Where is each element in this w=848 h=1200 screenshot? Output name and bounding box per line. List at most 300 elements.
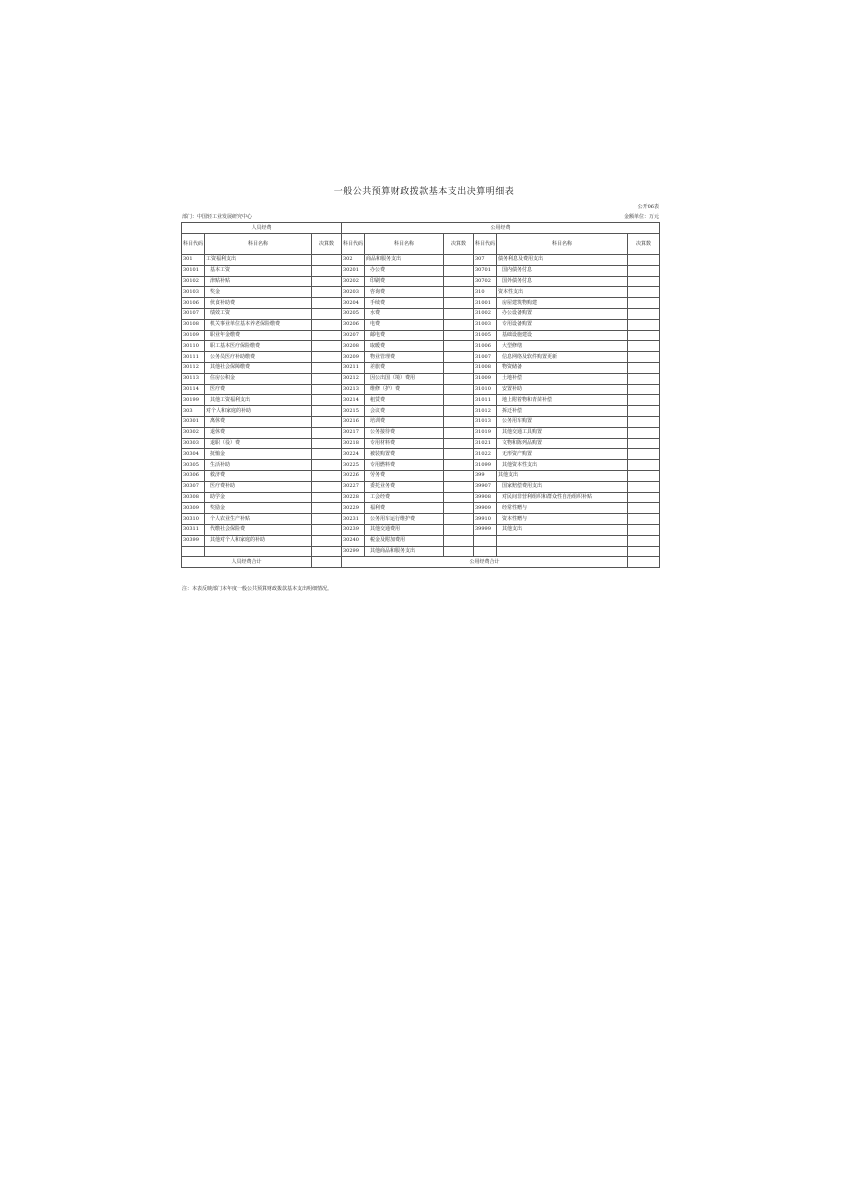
subject-name-cell: 取暖费 <box>365 341 444 352</box>
amount-cell <box>444 535 474 546</box>
subject-name-cell: 助学金 <box>205 492 312 503</box>
expenditure-table <box>181 222 660 568</box>
amount-cell <box>628 416 660 427</box>
amount-cell <box>312 503 342 514</box>
subject-code-cell: 30203 <box>342 287 365 298</box>
subject-name-cell: 资本性支出 <box>497 287 628 298</box>
subject-code-cell: 302 <box>342 255 365 266</box>
table-row <box>182 524 660 535</box>
header-amount: 决算数 <box>444 234 474 255</box>
subject-name-cell: 医疗费 <box>205 384 312 395</box>
amount-cell <box>628 470 660 481</box>
subject-name-cell: 其他社会保障缴费 <box>205 362 312 373</box>
amount-cell <box>312 287 342 298</box>
subject-code-cell: 31010 <box>474 384 497 395</box>
subject-name-cell: 专用燃料费 <box>365 460 444 471</box>
subject-code-cell: 30201 <box>342 265 365 276</box>
subject-code-cell: 31099 <box>474 460 497 471</box>
subject-name-cell: 其他商品和服务支出 <box>365 546 444 557</box>
subject-code-cell: 30308 <box>182 492 205 503</box>
footnote: 注：本表反映部门本年度一般公共预算财政拨款基本支出明细情况。 <box>182 586 333 592</box>
table-row <box>182 481 660 492</box>
subject-code-cell: 30310 <box>182 514 205 525</box>
subject-name-cell: 其他支出 <box>497 524 628 535</box>
amount-cell <box>628 384 660 395</box>
subject-code-cell: 31012 <box>474 406 497 417</box>
subject-name-cell: 经常性赠与 <box>497 503 628 514</box>
subject-name-cell: 拆迁补偿 <box>497 406 628 417</box>
table-row <box>182 255 660 266</box>
subject-name-cell: 奖励金 <box>205 503 312 514</box>
amount-cell <box>312 276 342 287</box>
table-row <box>182 395 660 406</box>
amount-cell <box>444 287 474 298</box>
amount-cell <box>444 416 474 427</box>
amount-cell <box>628 460 660 471</box>
subject-name-cell: 其他工资福利支出 <box>205 395 312 406</box>
amount-cell <box>312 373 342 384</box>
amount-cell <box>628 352 660 363</box>
amount-cell <box>444 265 474 276</box>
subject-name-cell: 机关事业单位基本养老保险缴费 <box>205 319 312 330</box>
subject-code-cell: 31003 <box>474 319 497 330</box>
subject-code-cell: 30209 <box>342 352 365 363</box>
subject-name-cell: 无形资产购置 <box>497 449 628 460</box>
amount-cell <box>628 546 660 557</box>
table-row <box>182 427 660 438</box>
subject-code-cell: 31005 <box>474 330 497 341</box>
table-row <box>182 330 660 341</box>
subject-code-cell: 30231 <box>342 514 365 525</box>
subject-name-cell: 国家赔偿费用支出 <box>497 481 628 492</box>
amount-cell <box>312 341 342 352</box>
subject-name-cell: 福利费 <box>365 503 444 514</box>
subject-name-cell: 土地补偿 <box>497 373 628 384</box>
subject-name-cell: 商品和服务支出 <box>365 255 444 266</box>
table-row <box>182 514 660 525</box>
subject-code-cell: 31002 <box>474 308 497 319</box>
subject-name-cell: 基础设施建设 <box>497 330 628 341</box>
page-title: 一般公共预算财政拨款基本支出决算明细表 <box>333 187 515 197</box>
subject-code-cell: 30311 <box>182 524 205 535</box>
subject-code-cell: 310 <box>474 287 497 298</box>
amount-cell <box>444 352 474 363</box>
subject-code-cell: 30110 <box>182 341 205 352</box>
totals-row <box>182 557 660 568</box>
subject-name-cell: 会议费 <box>365 406 444 417</box>
header-amount: 决算数 <box>312 234 342 255</box>
amount-cell <box>628 514 660 525</box>
amount-cell <box>444 330 474 341</box>
subject-code-cell: 30239 <box>342 524 365 535</box>
amount-cell <box>444 276 474 287</box>
department-label: 部门：中国轻工业发展研究中心 <box>182 214 253 220</box>
subject-code-cell: 301 <box>182 255 205 266</box>
subject-code-cell: 30701 <box>474 265 497 276</box>
subject-code-cell: 30108 <box>182 319 205 330</box>
subject-name-cell: 文物和陈列品购置 <box>497 438 628 449</box>
amount-cell <box>628 298 660 309</box>
subject-name-cell: 国外债务付息 <box>497 276 628 287</box>
amount-cell <box>312 546 342 557</box>
subject-code-cell: 30702 <box>474 276 497 287</box>
subject-code-cell: 31008 <box>474 362 497 373</box>
subject-name-cell: 培训费 <box>365 416 444 427</box>
amount-cell <box>444 384 474 395</box>
subject-code-cell: 30113 <box>182 373 205 384</box>
subject-code-cell: 30240 <box>342 535 365 546</box>
subject-code-cell: 30215 <box>342 406 365 417</box>
subject-code-cell: 30211 <box>342 362 365 373</box>
table-row <box>182 287 660 298</box>
subject-code-cell: 39909 <box>474 503 497 514</box>
subject-code-cell: 30304 <box>182 449 205 460</box>
subject-name-cell: 水费 <box>365 308 444 319</box>
section-header-row <box>182 223 660 234</box>
subject-name-cell <box>497 546 628 557</box>
amount-cell <box>444 395 474 406</box>
amount-cell <box>628 276 660 287</box>
subject-code-cell: 30216 <box>342 416 365 427</box>
subject-name-cell: 其他支出 <box>497 470 628 481</box>
subject-code-cell: 39908 <box>474 492 497 503</box>
amount-cell <box>312 395 342 406</box>
subject-code-cell: 31006 <box>474 341 497 352</box>
table-row <box>182 362 660 373</box>
amount-cell <box>628 362 660 373</box>
amount-cell <box>628 406 660 417</box>
subject-code-cell: 30199 <box>182 395 205 406</box>
table-row <box>182 352 660 363</box>
subject-code-cell: 31009 <box>474 373 497 384</box>
amount-cell <box>312 416 342 427</box>
subject-name-cell: 医疗费补助 <box>205 481 312 492</box>
amount-cell <box>312 362 342 373</box>
table-row <box>182 535 660 546</box>
subject-name-cell <box>205 546 312 557</box>
subject-name-cell: 公务用车运行维护费 <box>365 514 444 525</box>
table-row <box>182 416 660 427</box>
amount-cell <box>312 406 342 417</box>
amount-cell <box>628 492 660 503</box>
subject-name-cell: 其他交通工具购置 <box>497 427 628 438</box>
subject-code-cell: 30299 <box>342 546 365 557</box>
amount-cell <box>628 255 660 266</box>
section-public: 公用经费 <box>342 223 660 234</box>
subject-code-cell: 30225 <box>342 460 365 471</box>
subject-code-cell: 30213 <box>342 384 365 395</box>
amount-cell <box>312 481 342 492</box>
subject-code-cell: 30309 <box>182 503 205 514</box>
table-row <box>182 298 660 309</box>
subject-name-cell: 债务利息及费用支出 <box>497 255 628 266</box>
subject-code-cell: 307 <box>474 255 497 266</box>
subject-name-cell: 因公出国（境）费用 <box>365 373 444 384</box>
public-total-label: 公用经费合计 <box>342 557 628 568</box>
subject-name-cell: 大型修缮 <box>497 341 628 352</box>
amount-cell <box>628 341 660 352</box>
subject-code-cell: 30303 <box>182 438 205 449</box>
subject-name-cell: 办公设备购置 <box>497 308 628 319</box>
amount-cell <box>312 460 342 471</box>
subject-name-cell: 差旅费 <box>365 362 444 373</box>
table-row <box>182 384 660 395</box>
table-row <box>182 308 660 319</box>
personnel-total-label: 人员经费合计 <box>182 557 312 568</box>
subject-name-cell: 离休费 <box>205 416 312 427</box>
header-name: 科目名称 <box>497 234 628 255</box>
subject-code-cell: 30218 <box>342 438 365 449</box>
subject-name-cell: 信息网络及软件购置更新 <box>497 352 628 363</box>
subject-name-cell: 其他对个人和家庭的补助 <box>205 535 312 546</box>
subject-code-cell: 399 <box>474 470 497 481</box>
subject-name-cell: 劳务费 <box>365 470 444 481</box>
subject-name-cell: 工资福利支出 <box>205 255 312 266</box>
amount-cell <box>444 319 474 330</box>
amount-cell <box>628 503 660 514</box>
amount-cell <box>312 438 342 449</box>
amount-cell <box>444 514 474 525</box>
subject-name-cell: 维修（护）费 <box>365 384 444 395</box>
subject-code-cell: 31022 <box>474 449 497 460</box>
amount-cell <box>444 503 474 514</box>
subject-code-cell: 30301 <box>182 416 205 427</box>
subject-name-cell: 救济费 <box>205 470 312 481</box>
subject-name-cell: 职工基本医疗保险缴费 <box>205 341 312 352</box>
subject-name-cell: 绩效工资 <box>205 308 312 319</box>
subject-name-cell: 职业年金缴费 <box>205 330 312 341</box>
subject-name-cell: 专用材料费 <box>365 438 444 449</box>
subject-name-cell: 对民间非营利组织和群众性自治组织补贴 <box>497 492 628 503</box>
personnel-total-amount <box>312 557 342 568</box>
amount-cell <box>312 427 342 438</box>
amount-cell <box>312 330 342 341</box>
table-row <box>182 265 660 276</box>
subject-name-cell: 工会经费 <box>365 492 444 503</box>
amount-cell <box>444 341 474 352</box>
subject-code-cell <box>182 546 205 557</box>
amount-cell <box>312 319 342 330</box>
amount-cell <box>312 255 342 266</box>
amount-cell <box>444 298 474 309</box>
amount-cell <box>444 255 474 266</box>
subject-name-cell: 印刷费 <box>365 276 444 287</box>
subject-code-cell: 30217 <box>342 427 365 438</box>
amount-cell <box>444 308 474 319</box>
amount-cell <box>312 514 342 525</box>
amount-cell <box>312 535 342 546</box>
subject-code-cell: 31011 <box>474 395 497 406</box>
amount-cell <box>312 352 342 363</box>
subject-code-cell <box>474 535 497 546</box>
subject-code-cell: 30107 <box>182 308 205 319</box>
amount-cell <box>628 427 660 438</box>
subject-code-cell: 30228 <box>342 492 365 503</box>
amount-cell <box>628 395 660 406</box>
subject-code-cell: 30112 <box>182 362 205 373</box>
subject-code-cell: 30307 <box>182 481 205 492</box>
subject-name-cell: 抚恤金 <box>205 449 312 460</box>
subject-name-cell: 国内债务付息 <box>497 265 628 276</box>
subject-name-cell: 租赁费 <box>365 395 444 406</box>
amount-cell <box>628 287 660 298</box>
column-header-row <box>182 234 660 255</box>
subject-code-cell: 30106 <box>182 298 205 309</box>
table-row <box>182 319 660 330</box>
amount-cell <box>444 406 474 417</box>
amount-cell <box>444 427 474 438</box>
subject-name-cell: 税金及附加费用 <box>365 535 444 546</box>
amount-cell <box>312 524 342 535</box>
subject-code-cell: 30202 <box>342 276 365 287</box>
subject-name-cell <box>497 535 628 546</box>
amount-cell <box>312 384 342 395</box>
amount-cell <box>628 449 660 460</box>
subject-code-cell: 39907 <box>474 481 497 492</box>
amount-cell <box>312 298 342 309</box>
subject-code-cell: 30206 <box>342 319 365 330</box>
amount-cell <box>312 492 342 503</box>
header-code: 科目代码 <box>474 234 497 255</box>
amount-cell <box>628 265 660 276</box>
subject-code-cell: 30208 <box>342 341 365 352</box>
subject-name-cell: 地上附着物和青苗补偿 <box>497 395 628 406</box>
amount-cell <box>444 373 474 384</box>
subject-code-cell: 39999 <box>474 524 497 535</box>
subject-name-cell: 物业管理费 <box>365 352 444 363</box>
table-row <box>182 373 660 384</box>
subject-code-cell: 30103 <box>182 287 205 298</box>
subject-name-cell: 专用设备购置 <box>497 319 628 330</box>
amount-cell <box>628 319 660 330</box>
amount-cell <box>628 535 660 546</box>
table-row <box>182 492 660 503</box>
form-number: 公开06表 <box>637 204 659 210</box>
subject-code-cell: 30306 <box>182 470 205 481</box>
subject-code-cell: 30214 <box>342 395 365 406</box>
subject-name-cell: 安置补助 <box>497 384 628 395</box>
subject-name-cell: 退休费 <box>205 427 312 438</box>
amount-cell <box>628 330 660 341</box>
subject-code-cell: 31019 <box>474 427 497 438</box>
amount-cell <box>628 438 660 449</box>
subject-code-cell <box>474 546 497 557</box>
subject-code-cell: 30226 <box>342 470 365 481</box>
amount-cell <box>444 492 474 503</box>
subject-name-cell: 基本工资 <box>205 265 312 276</box>
subject-name-cell: 咨询费 <box>365 287 444 298</box>
table-row <box>182 449 660 460</box>
header-name: 科目名称 <box>205 234 312 255</box>
subject-code-cell: 31021 <box>474 438 497 449</box>
amount-cell <box>312 449 342 460</box>
amount-cell <box>444 524 474 535</box>
unit-label: 金额单位：万元 <box>623 214 659 220</box>
subject-name-cell: 生活补助 <box>205 460 312 471</box>
amount-cell <box>312 265 342 276</box>
amount-cell <box>628 308 660 319</box>
table-row <box>182 470 660 481</box>
subject-name-cell: 公务员医疗补助缴费 <box>205 352 312 363</box>
subject-code-cell: 30205 <box>342 308 365 319</box>
subject-name-cell: 房屋建筑物购建 <box>497 298 628 309</box>
amount-cell <box>312 308 342 319</box>
subject-name-cell: 奖金 <box>205 287 312 298</box>
amount-cell <box>444 362 474 373</box>
subject-code-cell: 31001 <box>474 298 497 309</box>
table-row <box>182 406 660 417</box>
subject-code-cell: 30109 <box>182 330 205 341</box>
amount-cell <box>312 470 342 481</box>
subject-name-cell: 手续费 <box>365 298 444 309</box>
subject-code-cell: 30114 <box>182 384 205 395</box>
subject-name-cell: 办公费 <box>365 265 444 276</box>
table-row <box>182 546 660 557</box>
table-row <box>182 341 660 352</box>
amount-cell <box>444 460 474 471</box>
header-name: 科目名称 <box>365 234 444 255</box>
subject-name-cell: 退职（役）费 <box>205 438 312 449</box>
subject-code-cell: 303 <box>182 406 205 417</box>
subject-name-cell: 住房公积金 <box>205 373 312 384</box>
table-row <box>182 460 660 471</box>
subject-code-cell: 30399 <box>182 535 205 546</box>
subject-name-cell: 电费 <box>365 319 444 330</box>
subject-code-cell: 30212 <box>342 373 365 384</box>
header-amount: 决算数 <box>628 234 660 255</box>
subject-name-cell: 资本性赠与 <box>497 514 628 525</box>
subject-name-cell: 委托业务费 <box>365 481 444 492</box>
subject-name-cell: 个人农业生产补贴 <box>205 514 312 525</box>
amount-cell <box>628 524 660 535</box>
subject-code-cell: 30101 <box>182 265 205 276</box>
subject-code-cell: 31007 <box>474 352 497 363</box>
amount-cell <box>628 481 660 492</box>
subject-code-cell: 30305 <box>182 460 205 471</box>
subject-name-cell: 伙食补助费 <box>205 298 312 309</box>
table-row <box>182 438 660 449</box>
amount-cell <box>444 481 474 492</box>
amount-cell <box>444 546 474 557</box>
subject-name-cell: 公务接待费 <box>365 427 444 438</box>
table-row <box>182 276 660 287</box>
amount-cell <box>444 470 474 481</box>
subject-code-cell: 30227 <box>342 481 365 492</box>
subject-name-cell: 被装购置费 <box>365 449 444 460</box>
subject-code-cell: 30204 <box>342 298 365 309</box>
header-code: 科目代码 <box>182 234 205 255</box>
subject-name-cell: 其他资本性支出 <box>497 460 628 471</box>
amount-cell <box>444 449 474 460</box>
header-code: 科目代码 <box>342 234 365 255</box>
subject-code-cell: 30224 <box>342 449 365 460</box>
subject-code-cell: 30102 <box>182 276 205 287</box>
amount-cell <box>444 438 474 449</box>
subject-name-cell: 津贴补贴 <box>205 276 312 287</box>
section-personnel: 人员经费 <box>182 223 342 234</box>
table-row <box>182 503 660 514</box>
subject-code-cell: 31013 <box>474 416 497 427</box>
public-total-amount <box>628 557 660 568</box>
subject-name-cell: 公务用车购置 <box>497 416 628 427</box>
subject-name-cell: 物资储备 <box>497 362 628 373</box>
subject-code-cell: 30229 <box>342 503 365 514</box>
amount-cell <box>628 373 660 384</box>
subject-name-cell: 其他交通费用 <box>365 524 444 535</box>
subject-code-cell: 30111 <box>182 352 205 363</box>
subject-name-cell: 对个人和家庭的补助 <box>205 406 312 417</box>
subject-code-cell: 39910 <box>474 514 497 525</box>
